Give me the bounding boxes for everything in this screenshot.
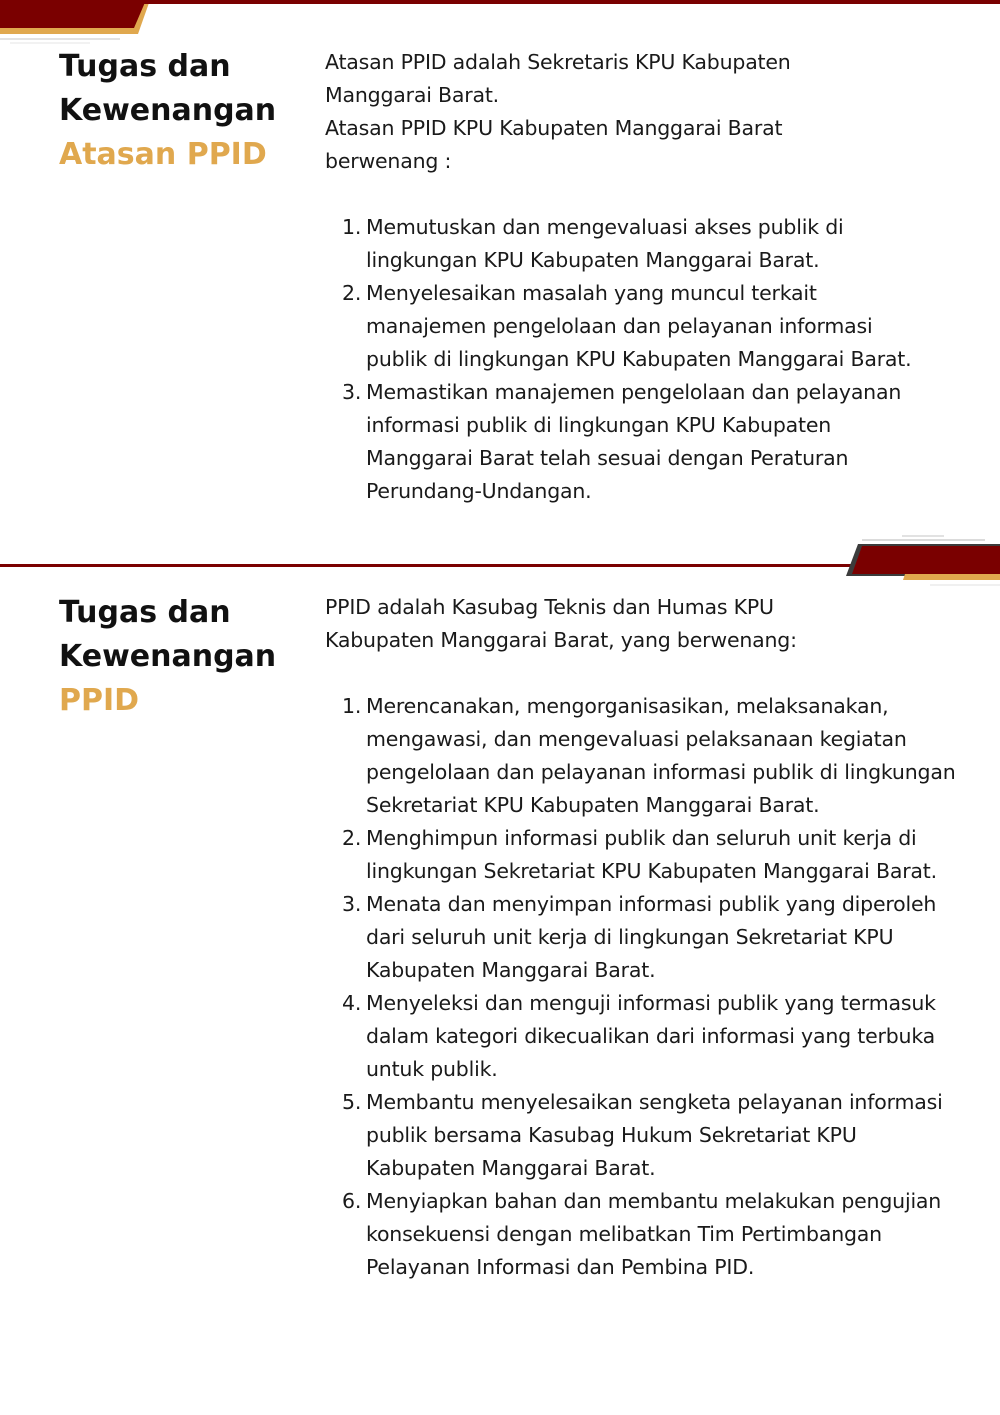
list-text: Menyeleksi dan menguji informasi publik yang termasuk dalam kategori dikecualikan dari informasi yang terbuka untuk publik. — [366, 991, 936, 1081]
list-number: 2. — [342, 281, 362, 305]
list-number: 3. — [342, 892, 362, 916]
intro-paragraph: PPID adalah Kasubag Teknis dan Humas KPU Kabupaten Manggarai Barat, yang berwenang: — [325, 595, 797, 652]
list-item — [325, 822, 965, 888]
list-text: Menyelesaikan masalah yang muncul terkait manajemen pengelolaan dan pelayanan informasi publik di lingkungan KPU Kabupaten Manggarai Barat. — [366, 281, 912, 371]
list-text: Membantu menyelesaikan sengketa pelayanan informasi publik bersama Kasubag Hukum Sekretariat KPU Kabupaten Manggarai Barat. — [366, 1090, 943, 1180]
list-text: Merencanakan, mengorganisasikan, melaksanakan, mengawasi, dan mengevaluasi pelaksanaan kegiatan pengelolaan dan pelayanan informasi publik di lingkungan Sekretariat KPU Kabupaten Manggarai Barat. — [366, 694, 956, 817]
section-body — [325, 46, 965, 508]
numbered-list — [325, 211, 935, 508]
list-item — [325, 888, 965, 987]
intro-paragraph: Atasan PPID KPU Kabupaten Manggarai Barat berwenang : — [325, 116, 783, 173]
list-item — [325, 1086, 965, 1185]
list-item — [325, 211, 935, 277]
intro-paragraph: Atasan PPID adalah Sekretaris KPU Kabupaten Manggarai Barat. — [325, 50, 791, 107]
list-item — [325, 376, 935, 508]
list-text: Menyiapkan bahan dan membantu melakukan pengujian konsekuensi dengan melibatkan Tim Pertimbangan Pelayanan Informasi dan Pembina PID. — [366, 1189, 942, 1279]
list-number: 1. — [342, 215, 362, 239]
list-number: 3. — [342, 380, 362, 404]
numbered-list — [325, 690, 965, 1284]
list-number: 4. — [342, 991, 362, 1015]
top-banner-decoration — [0, 0, 1000, 45]
heading-accent: Atasan PPID — [59, 137, 267, 172]
list-item — [325, 987, 965, 1086]
list-text: Memastikan manajemen pengelolaan dan pelayanan informasi publik di lingkungan KPU Kabupaten Manggarai Barat telah sesuai dengan Peraturan Perundang-Undangan. — [366, 380, 902, 503]
list-item — [325, 1185, 965, 1284]
list-item — [325, 277, 935, 376]
heading-line-2: Kewenangan — [59, 93, 277, 128]
list-item — [325, 690, 965, 822]
heading-accent: PPID — [59, 683, 140, 718]
list-number: 2. — [342, 826, 362, 850]
list-number: 5. — [342, 1090, 362, 1114]
section-heading — [59, 591, 299, 723]
list-number: 1. — [342, 694, 362, 718]
divider-banner-decoration — [0, 530, 1000, 590]
list-text: Menghimpun informasi publik dan seluruh unit kerja di lingkungan Sekretariat KPU Kabupaten Manggarai Barat. — [366, 826, 937, 883]
heading-line-1: Tugas dan — [59, 49, 231, 84]
heading-line-2: Kewenangan — [59, 639, 277, 674]
section-body — [325, 591, 965, 1284]
heading-line-1: Tugas dan — [59, 595, 231, 630]
list-text: Menata dan menyimpan informasi publik yang diperoleh dari seluruh unit kerja di lingkungan Sekretariat KPU Kabupaten Manggarai Barat. — [366, 892, 937, 982]
list-number: 6. — [342, 1189, 362, 1213]
section-heading — [59, 45, 299, 177]
list-text: Memutuskan dan mengevaluasi akses publik di lingkungan KPU Kabupaten Manggarai Barat. — [366, 215, 844, 272]
